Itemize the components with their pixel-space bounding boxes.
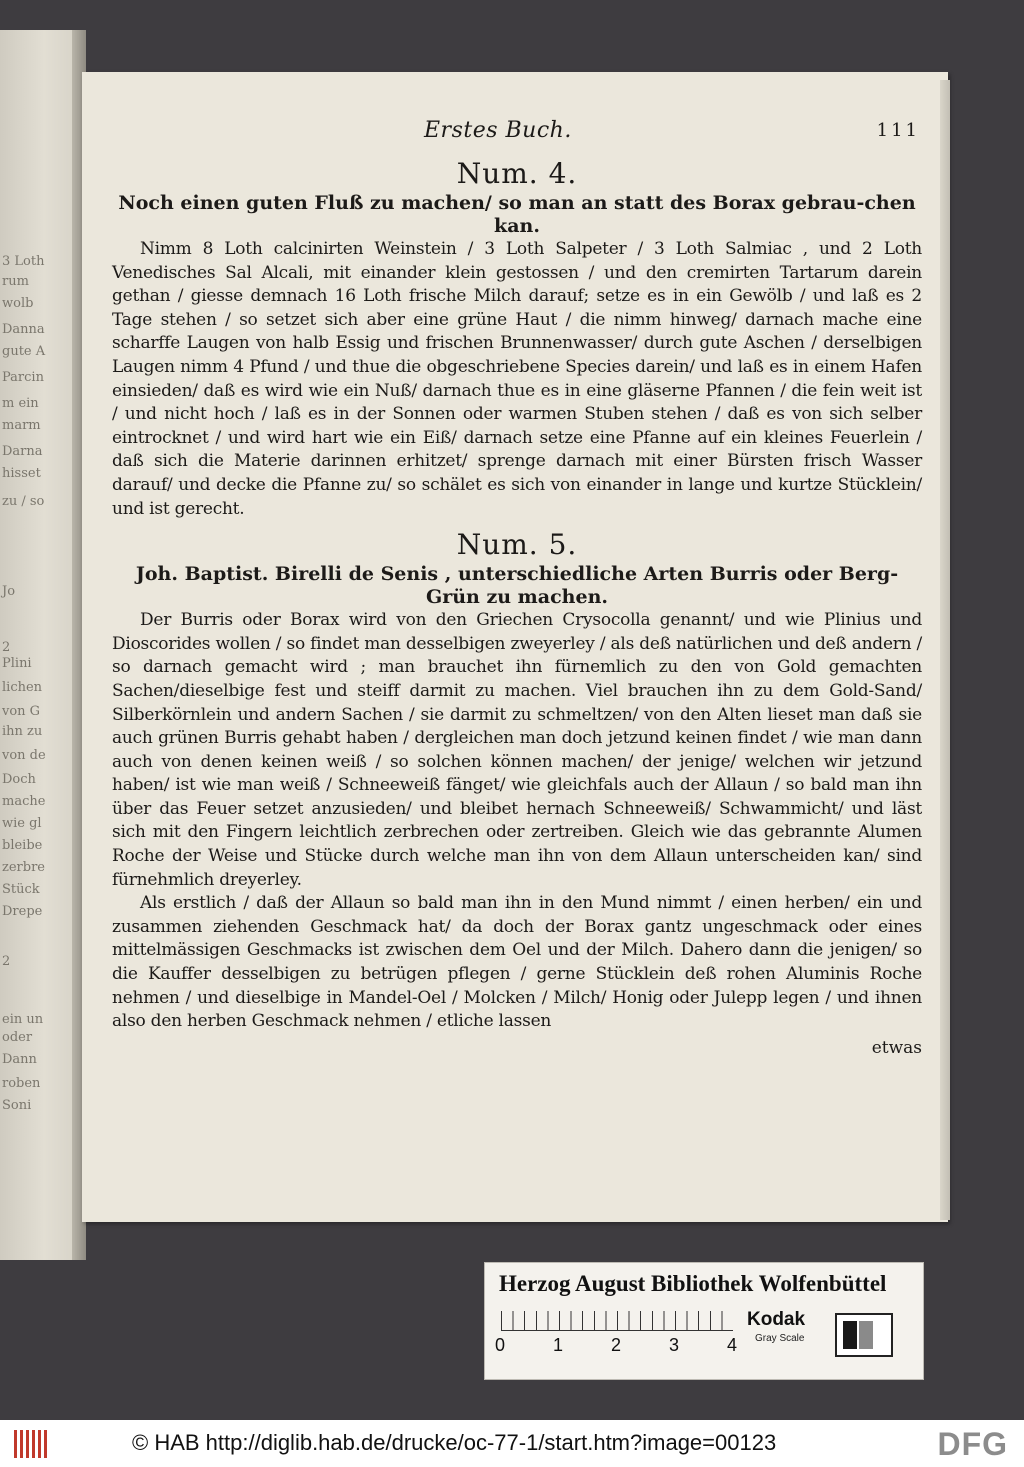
- section-heading: Num. 4.: [456, 157, 578, 190]
- gray-swatch: [835, 1313, 893, 1357]
- left-page-fragment: 3 Loth: [2, 254, 45, 269]
- section-subheading: Joh. Baptist. Birelli de Senis , unterschiedliche Arten Burris oder Berg-Grün zu machen.: [135, 563, 899, 609]
- ruler-number: 2: [611, 1335, 622, 1355]
- catchword: etwas: [871, 1037, 922, 1058]
- running-head: [112, 112, 922, 152]
- left-page-fragment: m ein: [2, 396, 39, 411]
- left-page-fragment: zu / so: [2, 494, 45, 509]
- body-paragraph: Als erstlich / daß der Allaun so bald man ihn in den Mund nimmt / einen herben/ ein und zusammen ziehenden Geschmack hat/ da doch der Borax gantz ungeschmack oder eines mittelmässigen Geschmacks ist zwischen dem Oel und der Milch. Dahero dann die jenigen/ so die Kauffer desselbigen zu betrügen pflegen / gerne Stücklein deß rohen Aluminis Roche nehmen / und dieselbige in Mandel-Oel / Molcken / Milch/ Honig oder Julepp legen / und ihnen also den herben Geschmack nehmen / etliche lassen: [112, 893, 922, 1032]
- left-page-fragment: Doch: [2, 772, 36, 787]
- left-page-fragment: rum: [2, 274, 29, 289]
- scale-ruler: [501, 1311, 733, 1331]
- left-page-fragment: wie gl: [2, 816, 42, 831]
- left-page-fragment: bleibe: [2, 838, 43, 853]
- ruler-number: 3: [669, 1335, 680, 1355]
- left-page-fragment: Danna: [2, 322, 45, 337]
- left-page: [0, 30, 80, 1260]
- ruler-number: 4: [727, 1335, 738, 1355]
- running-title: Erstes Buch.: [424, 118, 572, 143]
- left-page-fragment: 2: [2, 640, 11, 655]
- left-page-fragment: oder: [2, 1030, 33, 1045]
- dfg-logo: DFG: [937, 1426, 1008, 1462]
- left-page-fragment: zerbre: [2, 860, 45, 875]
- left-page-fragment: 2: [2, 954, 11, 969]
- left-page-fragment: gute A: [2, 344, 46, 359]
- left-page-fragment: Plini: [2, 656, 32, 671]
- left-page-fragment: Dann: [2, 1052, 37, 1067]
- hab-logo-icon: [14, 1430, 50, 1458]
- library-name: Herzog August Bibliothek Wolfenbüttel: [499, 1271, 887, 1296]
- left-page-fragment: von de: [2, 748, 46, 763]
- footer-bar: [0, 1420, 1024, 1467]
- left-page-fragment: von G: [2, 704, 41, 719]
- left-page-fragment: Stück: [2, 882, 40, 897]
- left-page-fragment: ein un: [2, 1012, 44, 1027]
- section-num-5: [112, 527, 922, 1034]
- swatch-mid: [859, 1321, 873, 1349]
- body-paragraph: Der Burris oder Borax wird von den Griechen Crysocolla genannt/ und wie Plinius und Dioscorides wollen / so findet man desselbigen zweyerley / als deß natürlichen und deß andern / so darnach gemacht wird ; man brauchet ihn fürnemlich zu den von Gold gemachten Sachen/dieselbige fest und steiff darmit zu machen. Viel brauchen ihn zu dem Gold-Sand/ Silberkörnlein und andern Sachen / sie darmit zu schmeltzen/ von den Alten lieset man daß sie auch grünen Burris gehabt haben / dergleichen man doch jetzund keinen findet / wie man dann auch von denen keinen weiß / so solchen können machen/ der jenige/ welchen wir jetzund haben/ ist wie man weiß / Schneeweiß fänget/ wie gleichfals auch der Allaun / so bald man ihn über das Feuer setzet anzusieden/ und bleibet hernach Schneeweiß/ Schwammicht/ und läst sich mit den Fingern leichtlich zerbrechen oder zertreiben. Gleich wie das gebrannte Alumen Roche der Weise und Stücke durch welche man ihn von dem Allaun unterscheiden kan/ sind fürnehmlich dreyerley.: [112, 610, 922, 890]
- left-page-fragment: roben: [2, 1076, 41, 1091]
- left-page-fragment: Parcin: [2, 370, 44, 385]
- page-edge: [940, 80, 950, 1220]
- book-page: [82, 72, 948, 1222]
- left-page-fragment: Drepe: [2, 904, 43, 919]
- color-reference-card: [484, 1262, 924, 1380]
- left-page-fragment: Soni: [2, 1098, 32, 1113]
- left-page-fragment: lichen: [2, 680, 43, 695]
- left-page-fragment: Darna: [2, 444, 43, 459]
- body-paragraph: Nimm 8 Loth calcinirten Weinstein / 3 Loth Salpeter / 3 Loth Salmiac , und 2 Loth Venedisches Sal Alcali, mit einander klein gestossen / und den cremirten Tartarum darein gethan / giesse demnach 16 Loth frische Milch darauf; setze es in ein Gewölb / und laß es 2 Tage stehen / so setzet sich aber eine grüne Haut / die nimm hinweg/ darnach mache eine scharffe Laugen von halb Essig und frischen Brunnenwasser/ durch gute Aschen / derselbigen Laugen nimm 4 Pfund / und thue die obgeschriebene Species darein/ und laß es in einem Hafen einsieden/ daß es wird wie ein Nuß/ darnach thue es in eine gläserne Pfannen / die fein weit ist / und nicht hoch / laß es in der Sonnen oder warmen Stuben stehen / daß es von sich selber eintrocknet / und wird hart wie ein Eiß/ darnach setze eine Pfanne auf ein kleines Feuerlein / daß sich die Materie darinnen erhitzet/ sprenge darnach mit einer Bürsten frisch Wasser darauf/ und decke die Pfanne zu/ so schälet es sich von einander in lange und kurtze Stücklein/ und ist gerecht.: [112, 239, 922, 519]
- page-number: 111: [876, 120, 920, 141]
- section-num-4: [112, 156, 922, 521]
- page-content: [112, 112, 922, 1060]
- left-page-fragment: marm: [2, 418, 41, 433]
- left-page-fragment: mache: [2, 794, 46, 809]
- ruler-number: 1: [553, 1335, 564, 1355]
- section-heading: Num. 5.: [456, 528, 578, 562]
- section-subheading: Noch einen guten Fluß zu machen/ so man an statt des Borax gebrau-chen kan.: [118, 192, 916, 237]
- left-page-fragment: hisset: [2, 466, 41, 481]
- gray-scale-label: Gray Scale: [755, 1333, 805, 1344]
- footer-credit[interactable]: © HAB http://diglib.hab.de/drucke/oc-77-1/start.htm?image=00123: [132, 1430, 777, 1455]
- kodak-brand: Kodak: [747, 1309, 806, 1330]
- left-page-fragment: ihn zu: [2, 724, 43, 739]
- left-page-fragment: wolb: [2, 296, 34, 311]
- swatch-dark: [843, 1321, 857, 1349]
- left-page-fragment: Jo: [2, 584, 16, 599]
- ruler-number: 0: [495, 1335, 506, 1355]
